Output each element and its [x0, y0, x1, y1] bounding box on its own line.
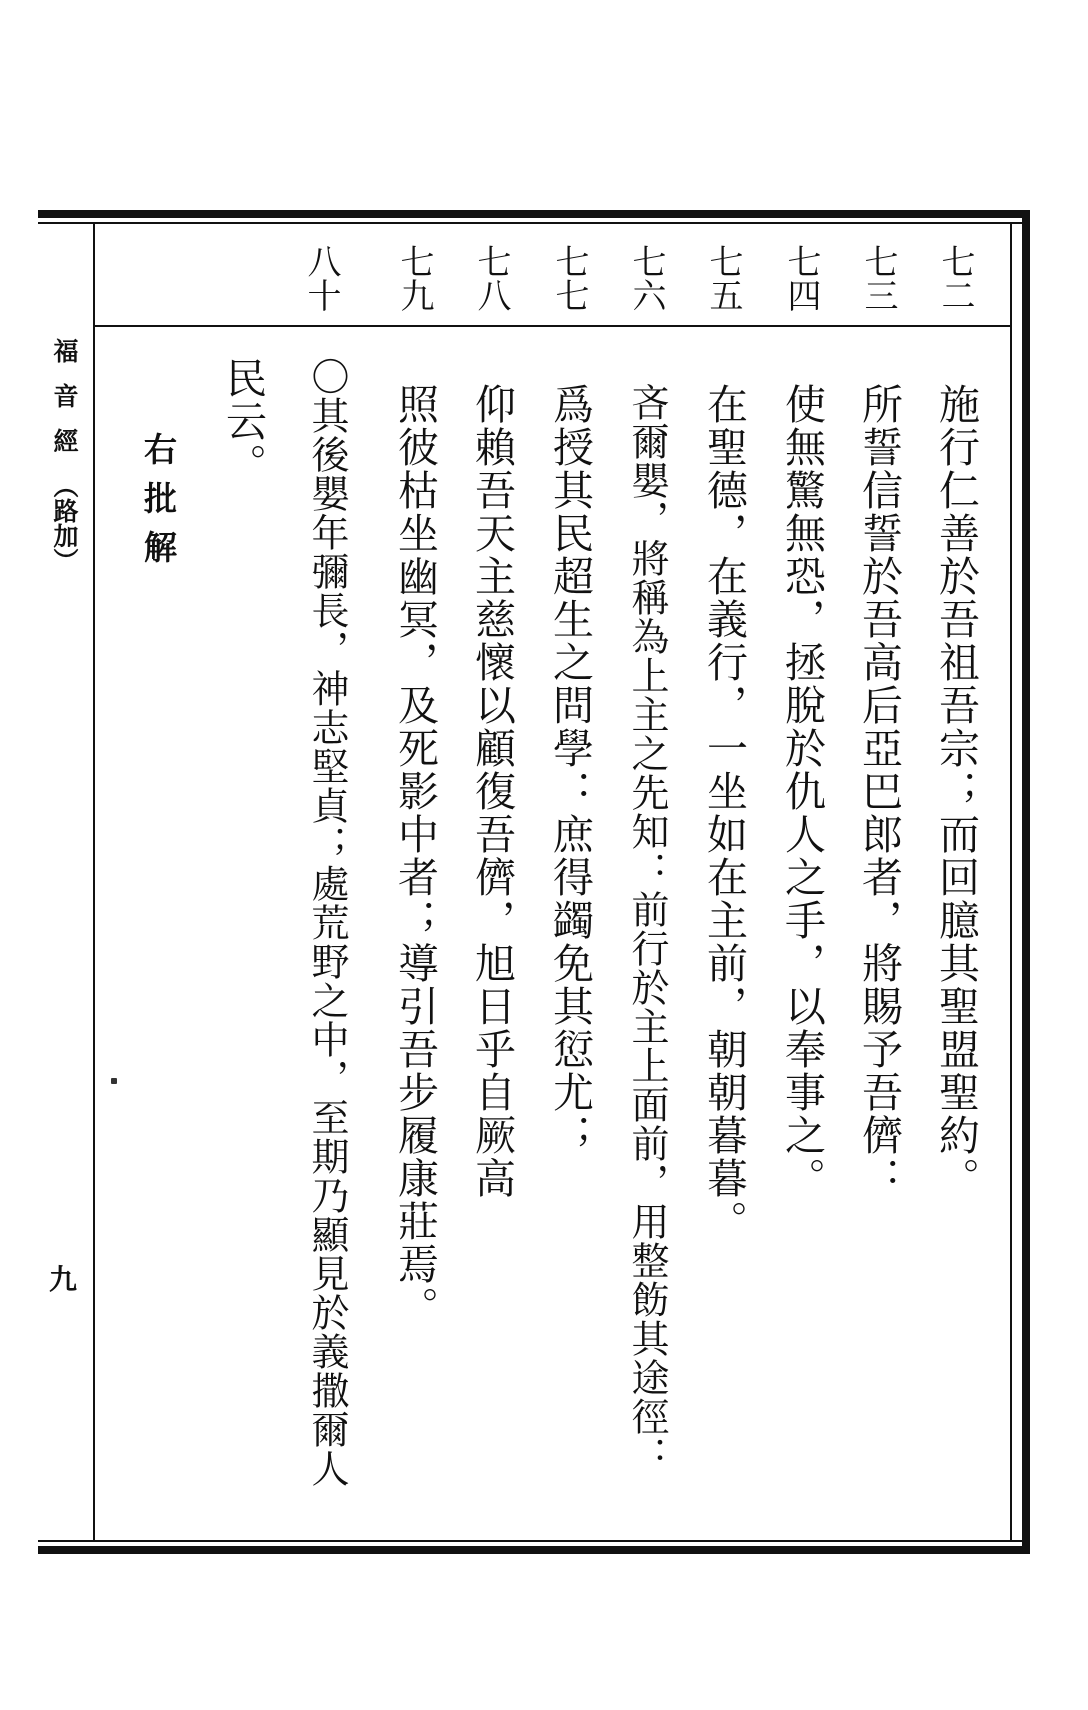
section-heading: 右批解	[139, 432, 178, 579]
verse-number: 七六	[626, 244, 666, 312]
verse-number: 七九	[394, 244, 434, 312]
verse-column: 照彼枯坐幽冥，及死影中者；導引吾步履康莊焉。	[391, 383, 439, 1329]
gutter-divider	[93, 222, 95, 1542]
page-number: 九	[48, 1263, 77, 1296]
frame-bottom-bar	[38, 1546, 1030, 1554]
verse-column: 爲授其民超生之問學：庶得蠲免其愆尤；	[546, 383, 594, 1157]
verse-column: 仰賴吾天主慈懷以顧復吾儕，旭日乎自厥高	[468, 383, 516, 1200]
verse-number: 七八	[471, 244, 511, 312]
verse-column: 在聖德，在義行，一坐如在主前，朝朝暮暮。	[700, 383, 748, 1243]
margin-dot	[111, 1078, 117, 1084]
book-title-text: 福音經	[50, 338, 79, 473]
verse-number: 七七	[549, 244, 589, 312]
frame-top-rule	[38, 222, 1030, 224]
frame-right-bar	[1022, 210, 1030, 1554]
verse-number: 七二	[935, 244, 975, 312]
frame-top-bar	[38, 210, 1030, 218]
frame-right-rule	[1010, 222, 1012, 1542]
book-subtitle: （路加）	[50, 473, 79, 573]
verse-column: 使無驚無恐，拯脫於仇人之手，以奉事之。	[778, 383, 826, 1200]
verse-column: 所誓信誓於吾高后亞巴郎者，將賜予吾儕：	[855, 383, 903, 1200]
verse-number: 七四	[781, 244, 821, 312]
verse-number: 七三	[858, 244, 898, 312]
book-title	[44, 338, 84, 573]
verse-column: 施行仁善於吾祖吾宗；而回臆其聖盟聖約。	[932, 383, 980, 1200]
verse-column: 民云。	[219, 357, 267, 486]
frame-bottom-rule	[38, 1540, 1030, 1542]
verse-number: 八十	[301, 244, 341, 312]
verse-column: 〇其後嬰年彌長，神志堅貞；處荒野之中，至期乃顯見於義撒爾人	[305, 357, 349, 1488]
verse-column: 吝爾嬰，將稱為上主之先知：前行於主上面前，用整飭其途徑：	[625, 383, 669, 1475]
verse-number: 七五	[703, 244, 743, 312]
verse-number-divider	[95, 325, 1010, 327]
